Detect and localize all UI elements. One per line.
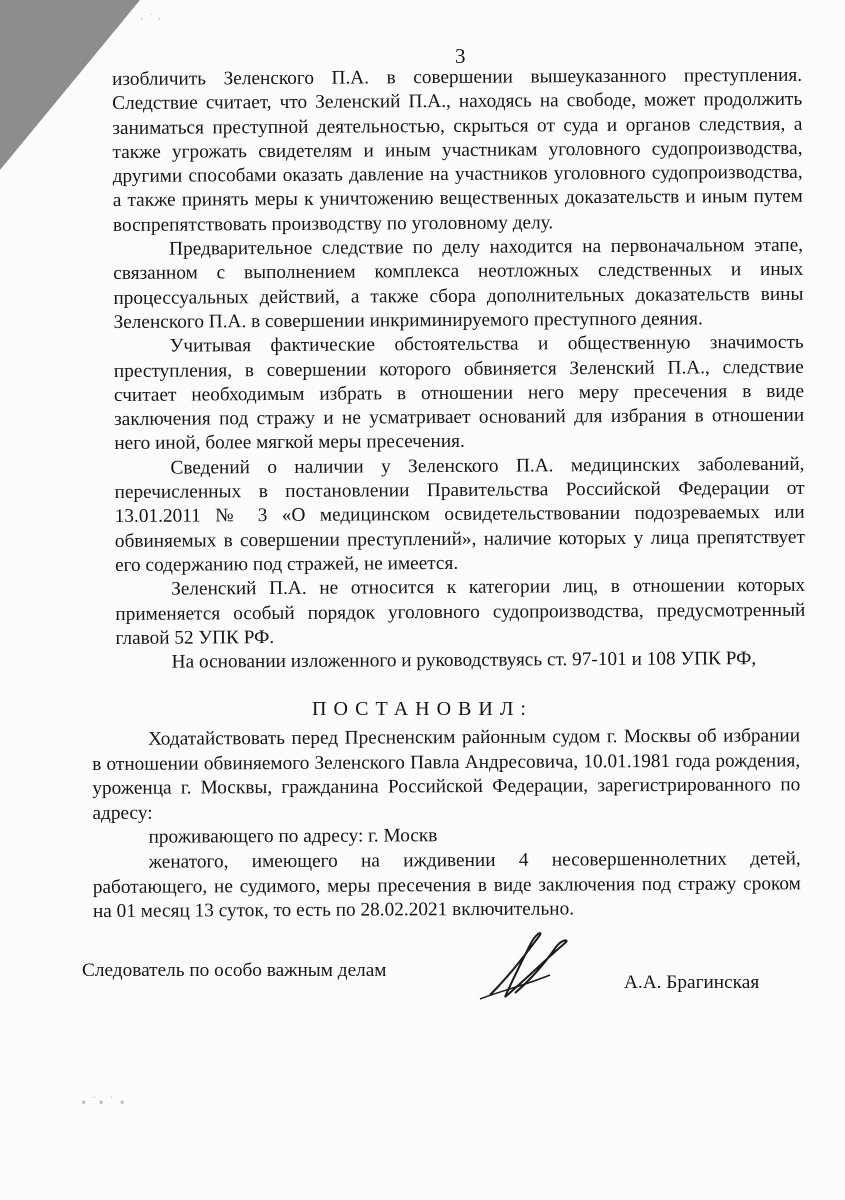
- decision-paragraph-2: проживающего по адресу: г. Москв: [148, 825, 438, 849]
- paragraph-4: Сведений о наличии у Зеленского П.А. медицинских заболеваний, перечисленных в постановлении Правительства Российской Федерации от 13.01.2011 № 3 «О медицинском освидетельствовании подозреваемых или обвиняемых в совершении преступлений», наличие которых у лица препятствует его содержанию под стражей, не имеется.: [114, 453, 805, 576]
- scan-smudge-mark: · ˙ ·: [140, 12, 162, 26]
- paragraph-6: На основании изложенного и руководствуясь ст. 97-101 и 108 УПК РФ,: [171, 648, 757, 673]
- scan-smudge-mark: ∙ ˙∙ ˙ ∙: [80, 1095, 126, 1109]
- document-body: [112, 64, 806, 676]
- page-number: 3: [455, 44, 466, 68]
- paragraph-2: Предварительное следствие по делу находится на первоначальном этапе, связанном с выполнением комплекса неотложных следственных и иных процессуальных действий, а также сбора дополнительных доказательств вины Зеленского П.А. в совершении инкриминируемого преступного деяния.: [113, 234, 804, 333]
- handwritten-signature: [470, 925, 590, 1005]
- decision-heading: ПОСТАНОВИЛ:: [312, 698, 533, 720]
- decision-paragraph-1: Ходатайствовать перед Пресненским районным судом г. Москвы об избрании в отношении обвиняемого Зеленского Павла Андресовича, 10.01.1981 года рождения, уроженца г. Москвы, гражданина Российской Федерации, зарегистрированного по адресу:: [92, 725, 801, 824]
- decision-paragraph-3: женатого, имеющего на иждивении 4 несовершеннолетних детей, работающего, не судимого, меры пресечения в виде заключения под стражу сроком на 01 месяц 13 суток, то есть по 28.02.2021 включительно.: [92, 848, 801, 923]
- paragraph-5: Зеленский П.А. не относится к категории лиц, в отношении которых применяется особый порядок уголовного судопроизводства, предусмотренный главой 52 УПК РФ.: [115, 575, 806, 649]
- decision-body: [92, 724, 801, 924]
- signer-name: А.А. Брагинская: [624, 972, 760, 993]
- paragraph-1: изобличить Зеленского П.А. в совершении вышеуказанного преступления. Следствие считает, что Зеленский П.А., находясь на свободе, может продолжить заниматься преступной деятельностью, скрыться от суда и органов следствия, а также угрожать свидетелям и иным участникам уголовного судопроизводства, другими способами оказать давление на участников уголовного судопроизводства, а также принять меры к уничтожению вещественных доказательств и иным путем воспрепятствовать производству по уголовному делу.: [112, 64, 803, 236]
- paragraph-3: Учитывая фактические обстоятельства и общественную значимость преступления, в совершении которого обвиняется Зеленский П.А., следствие считает необходимым избрать в отношении него меру пресечения в виде заключения под стражу и не усматривает оснований для избрания в отношении него иной, более мягкой меры пресечения.: [113, 332, 805, 455]
- signer-title: Следователь по особо важным делам: [82, 960, 387, 981]
